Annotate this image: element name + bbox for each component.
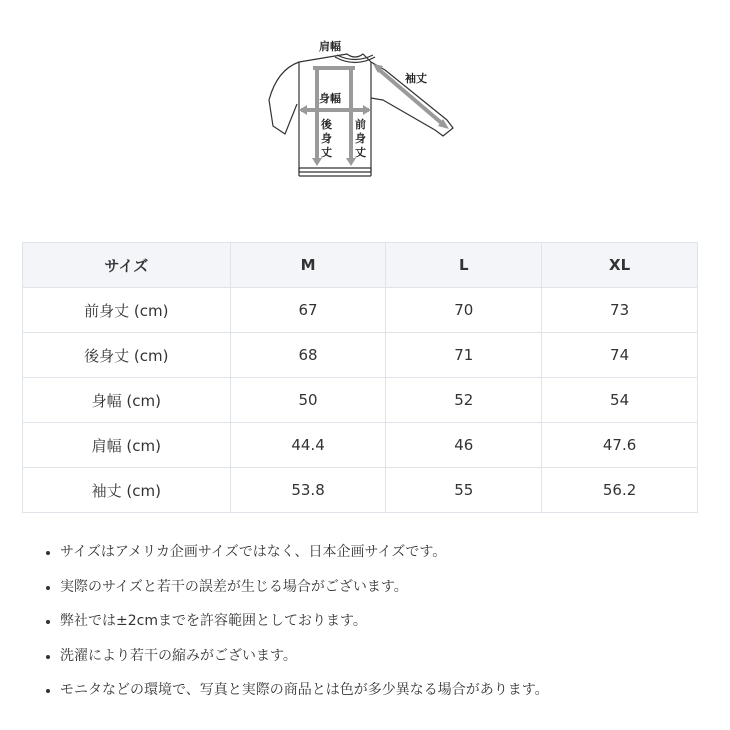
- list-item: • サイズはアメリカ企画サイズではなく、日本企画サイズです。: [60, 535, 720, 570]
- back-length-label-1: 後: [321, 118, 332, 131]
- table-row: [23, 333, 698, 378]
- cell-l: 46: [386, 423, 542, 468]
- table-row: [23, 423, 698, 468]
- front-length-label-2: 身: [355, 132, 366, 145]
- table-row: [23, 288, 698, 333]
- table-row: [23, 468, 698, 513]
- back-length-label-3: 丈: [321, 146, 332, 159]
- row-label: 肩幅 (cm): [23, 423, 231, 468]
- cell-xl: 56.2: [542, 468, 698, 513]
- row-label: 身幅 (cm): [23, 378, 231, 423]
- cell-xl: 73: [542, 288, 698, 333]
- cell-l: 55: [386, 468, 542, 513]
- header-m: M: [230, 243, 386, 288]
- back-length-label-2: 身: [321, 132, 332, 145]
- cell-m: 44.4: [230, 423, 386, 468]
- shoulder-width-label: 肩幅: [319, 40, 341, 53]
- row-label: 前身丈 (cm): [23, 288, 231, 333]
- size-table: [22, 242, 698, 513]
- cell-xl: 74: [542, 333, 698, 378]
- cell-l: 70: [386, 288, 542, 333]
- notes-list: [36, 535, 720, 708]
- front-length-label-1: 前: [355, 118, 366, 131]
- cell-m: 50: [230, 378, 386, 423]
- body-width-label: 身幅: [319, 92, 341, 105]
- table-header-row: [23, 243, 698, 288]
- cell-xl: 54: [542, 378, 698, 423]
- header-size: サイズ: [23, 243, 231, 288]
- list-item: • 実際のサイズと若干の誤差が生じる場合がございます。: [60, 570, 720, 605]
- row-label: 袖丈 (cm): [23, 468, 231, 513]
- header-xl: XL: [542, 243, 698, 288]
- front-length-label-3: 丈: [355, 146, 366, 159]
- cell-xl: 47.6: [542, 423, 698, 468]
- long-sleeve-shirt-illustration: [255, 30, 475, 190]
- cell-m: 53.8: [230, 468, 386, 513]
- cell-m: 68: [230, 333, 386, 378]
- garment-measurement-diagram: [255, 30, 475, 190]
- sleeve-length-label: 袖丈: [405, 72, 427, 85]
- cell-l: 71: [386, 333, 542, 378]
- cell-m: 67: [230, 288, 386, 333]
- list-item: • 弊社では±2cmまでを許容範囲としております。: [60, 604, 720, 639]
- cell-l: 52: [386, 378, 542, 423]
- list-item: • モニタなどの環境で、写真と実際の商品とは色が多少異なる場合があります。: [60, 673, 720, 708]
- list-item: • 洗濯により若干の縮みがございます。: [60, 639, 720, 674]
- header-l: L: [386, 243, 542, 288]
- row-label: 後身丈 (cm): [23, 333, 231, 378]
- table-row: [23, 378, 698, 423]
